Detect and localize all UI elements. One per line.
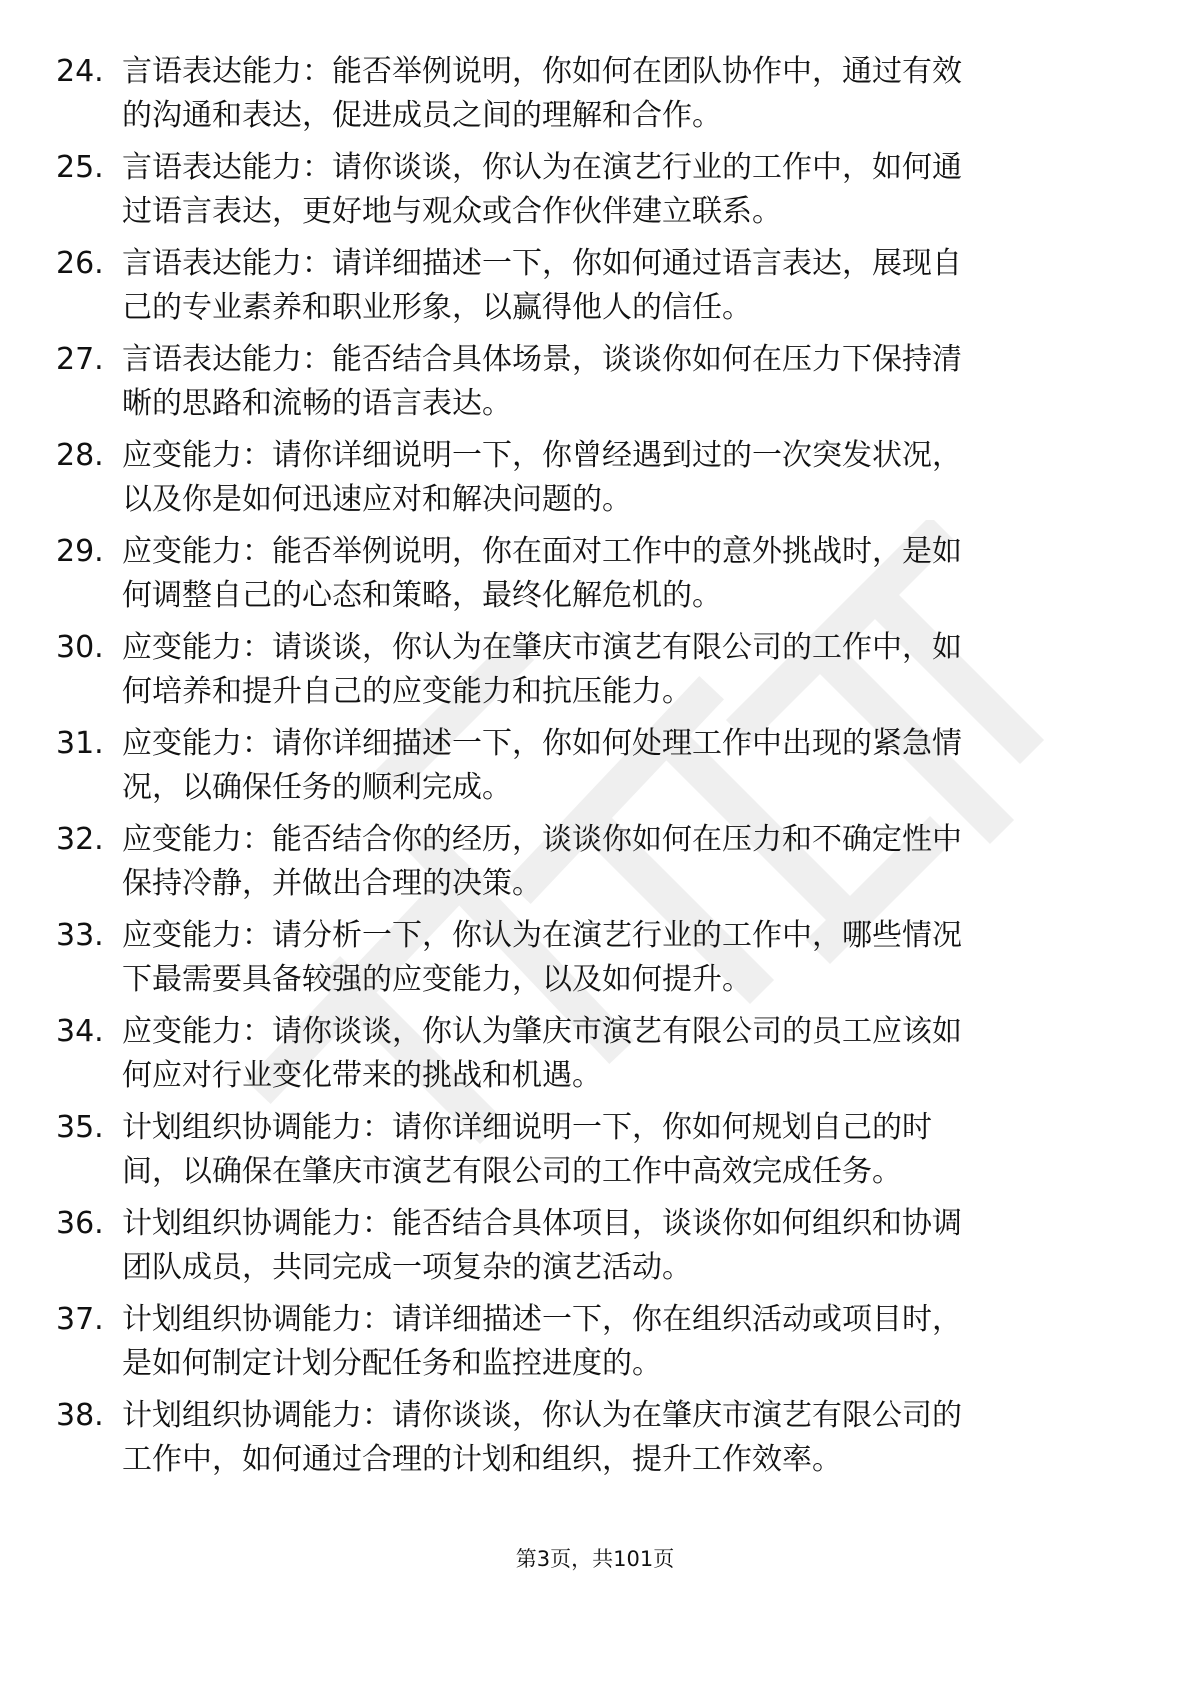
question-text: [122, 626, 1172, 714]
question-text: [122, 818, 1172, 906]
list-item: [56, 1298, 1136, 1394]
question-text: [122, 1202, 1172, 1290]
question-text: [122, 914, 1172, 1002]
question-text: [122, 1394, 1172, 1482]
question-text: [122, 1298, 1172, 1386]
list-item: [56, 914, 1136, 1010]
question-line: 以及你是如何迅速应对和解决问题的。: [122, 482, 632, 517]
list-item: [56, 722, 1136, 818]
question-line: 是如何制定计划分配任务和监控进度的。: [122, 1346, 662, 1381]
question-list: [56, 50, 1136, 1490]
question-number: 36.: [56, 1206, 104, 1241]
question-line: 何调整自己的心态和策略，最终化解危机的。: [122, 578, 722, 613]
question-line: 言语表达能力：能否结合具体场景，谈谈你如何在压力下保持清: [122, 342, 962, 377]
question-text: [122, 338, 1172, 426]
list-item: [56, 50, 1136, 146]
list-item: [56, 1394, 1136, 1490]
list-item: [56, 434, 1136, 530]
question-line: 计划组织协调能力：请你谈谈，你认为在肇庆市演艺有限公司的: [122, 1398, 962, 1433]
question-number: 24.: [56, 54, 104, 89]
question-text: [122, 1106, 1172, 1194]
question-number: 30.: [56, 630, 104, 665]
question-line: 保持冷静，并做出合理的决策。: [122, 866, 542, 901]
question-text: [122, 242, 1172, 330]
question-line: 应变能力：请你详细说明一下，你曾经遇到过的一次突发状况，: [122, 438, 962, 473]
question-number: 34.: [56, 1014, 104, 1049]
question-number: 26.: [56, 246, 104, 281]
question-number: 31.: [56, 726, 104, 761]
question-number: 35.: [56, 1110, 104, 1145]
question-line: 计划组织协调能力：能否结合具体项目，谈谈你如何组织和协调: [122, 1206, 962, 1241]
question-line: 言语表达能力：请详细描述一下，你如何通过语言表达，展现自: [122, 246, 962, 281]
question-number: 37.: [56, 1302, 104, 1337]
question-line: 应变能力：请分析一下，你认为在演艺行业的工作中，哪些情况: [122, 918, 962, 953]
question-line: 过语言表达，更好地与观众或合作伙伴建立联系。: [122, 194, 782, 229]
question-number: 27.: [56, 342, 104, 377]
question-line: 的沟通和表达，促进成员之间的理解和合作。: [122, 98, 722, 133]
list-item: [56, 1010, 1136, 1106]
list-item: [56, 146, 1136, 242]
question-line: 下最需要具备较强的应变能力，以及如何提升。: [122, 962, 752, 997]
question-text: [122, 146, 1172, 234]
page-footer: 第3页，共101页: [515, 1547, 675, 1571]
question-number: 33.: [56, 918, 104, 953]
question-line: 应变能力：请你详细描述一下，你如何处理工作中出现的紧急情: [122, 726, 962, 761]
question-line: 晰的思路和流畅的语言表达。: [122, 386, 512, 421]
question-line: 团队成员，共同完成一项复杂的演艺活动。: [122, 1250, 692, 1285]
question-number: 32.: [56, 822, 104, 857]
list-item: [56, 530, 1136, 626]
question-text: [122, 530, 1172, 618]
question-line: 应变能力：请谈谈，你认为在肇庆市演艺有限公司的工作中，如: [122, 630, 962, 665]
question-number: 28.: [56, 438, 104, 473]
question-number: 38.: [56, 1398, 104, 1433]
question-number: 25.: [56, 150, 104, 185]
question-line: 工作中，如何通过合理的计划和组织，提升工作效率。: [122, 1442, 842, 1477]
question-text: [122, 722, 1172, 810]
question-line: 何培养和提升自己的应变能力和抗压能力。: [122, 674, 692, 709]
question-text: [122, 50, 1172, 138]
question-line: 应变能力：请你谈谈，你认为肇庆市演艺有限公司的员工应该如: [122, 1014, 962, 1049]
question-line: 己的专业素养和职业形象，以赢得他人的信任。: [122, 290, 752, 325]
question-line: 应变能力：能否举例说明，你在面对工作中的意外挑战时，是如: [122, 534, 962, 569]
question-line: 间，以确保在肇庆市演艺有限公司的工作中高效完成任务。: [122, 1154, 902, 1189]
list-item: [56, 1106, 1136, 1202]
question-line: 况，以确保任务的顺利完成。: [122, 770, 512, 805]
question-line: 计划组织协调能力：请你详细说明一下，你如何规划自己的时: [122, 1110, 932, 1145]
list-item: [56, 626, 1136, 722]
list-item: [56, 242, 1136, 338]
question-line: 言语表达能力：请你谈谈，你认为在演艺行业的工作中，如何通: [122, 150, 962, 185]
question-text: [122, 434, 1172, 522]
question-text: [122, 1010, 1172, 1098]
question-line: 计划组织协调能力：请详细描述一下，你在组织活动或项目时，: [122, 1302, 962, 1337]
list-item: [56, 338, 1136, 434]
question-number: 29.: [56, 534, 104, 569]
question-line: 何应对行业变化带来的挑战和机遇。: [122, 1058, 602, 1093]
list-item: [56, 818, 1136, 914]
question-line: 应变能力：能否结合你的经历，谈谈你如何在压力和不确定性中: [122, 822, 962, 857]
question-line: 言语表达能力：能否举例说明，你如何在团队协作中，通过有效: [122, 54, 962, 89]
list-item: [56, 1202, 1136, 1298]
